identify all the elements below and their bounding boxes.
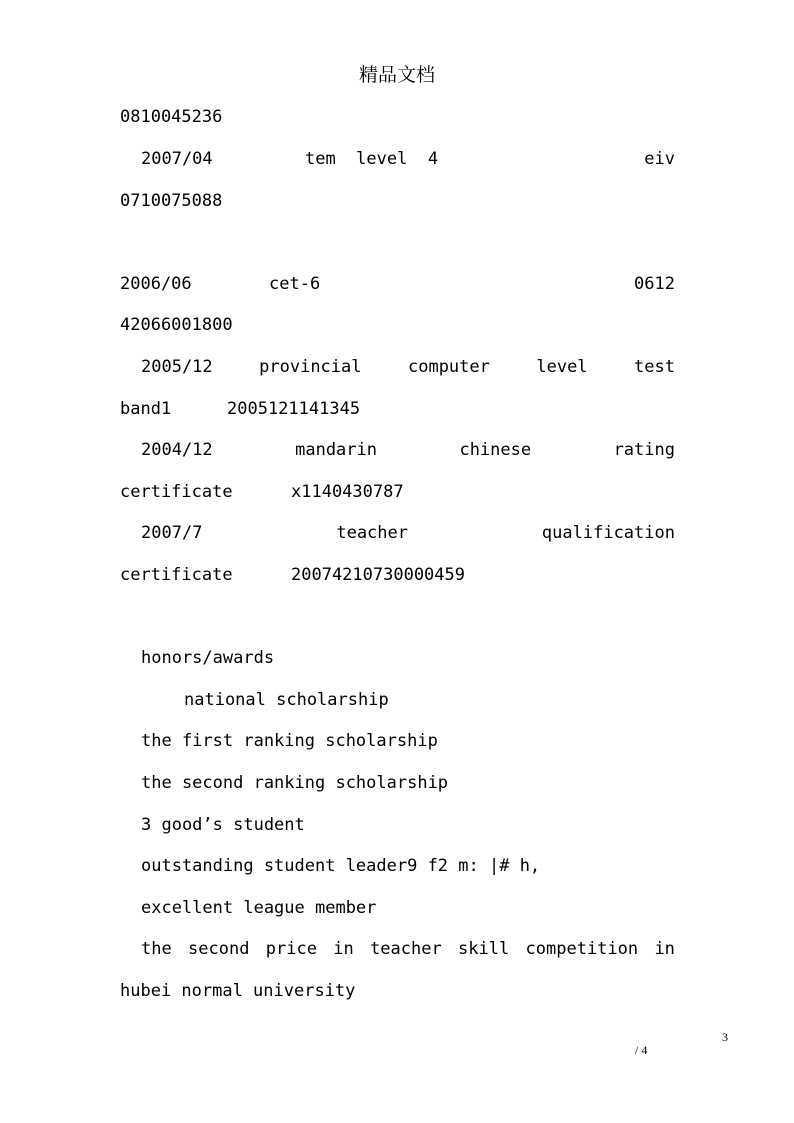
text-line: 42066001800 bbox=[120, 315, 233, 335]
certificate-line bbox=[120, 479, 675, 505]
word: certificate bbox=[120, 565, 233, 585]
text-line: 0710075088 bbox=[120, 191, 223, 211]
certificate-line bbox=[120, 520, 675, 546]
word: in bbox=[333, 939, 354, 959]
certificate-code: 0612 bbox=[634, 274, 675, 294]
word: level bbox=[536, 357, 588, 377]
honor-item: 3 good’s student bbox=[141, 815, 305, 835]
word: teacher bbox=[336, 523, 408, 543]
word: skill bbox=[458, 939, 510, 959]
word: certificate bbox=[120, 482, 233, 502]
certificate-line bbox=[120, 437, 675, 463]
certificate-line bbox=[120, 562, 675, 588]
word: chinese bbox=[459, 440, 532, 460]
certificate-code: 20074210730000459 bbox=[291, 565, 465, 585]
word: mandarin bbox=[295, 440, 377, 460]
page-header-title: 精品文档 bbox=[358, 64, 435, 86]
date: 2007/04 bbox=[141, 149, 213, 169]
honor-item: outstanding student leader9 f2 m: |# h, bbox=[141, 856, 541, 876]
page-total: / 4 bbox=[635, 1043, 648, 1057]
certificate-code: x1140430787 bbox=[291, 482, 404, 502]
word: provincial bbox=[259, 357, 362, 377]
word: price bbox=[265, 939, 317, 959]
certificate-line bbox=[120, 354, 675, 380]
certificate-name: tem level 4 bbox=[305, 149, 439, 169]
honor-item: the first ranking scholarship bbox=[141, 731, 438, 751]
honor-item: the second ranking scholarship bbox=[141, 773, 449, 793]
page-number: 3 bbox=[722, 1030, 728, 1044]
word: competition bbox=[525, 939, 639, 959]
certificate-code: 2005121141345 bbox=[227, 399, 361, 419]
date: 2005/12 bbox=[141, 357, 213, 377]
certificate-line bbox=[120, 271, 675, 297]
date: 2007/7 bbox=[141, 523, 203, 543]
word: rating bbox=[613, 440, 675, 460]
word: in bbox=[654, 939, 675, 959]
word: band1 bbox=[120, 399, 172, 419]
honor-item: national scholarship bbox=[184, 690, 389, 710]
certificate-line bbox=[120, 396, 675, 422]
honor-item: excellent league member bbox=[141, 898, 377, 918]
honor-item-continuation: hubei normal university bbox=[120, 981, 356, 1001]
word: computer bbox=[407, 357, 490, 377]
word: qualification bbox=[541, 523, 675, 543]
honor-item bbox=[120, 936, 675, 962]
certificate-line bbox=[120, 146, 675, 172]
honors-heading: honors/awards bbox=[141, 648, 275, 668]
word: teacher bbox=[370, 939, 442, 959]
word: test bbox=[634, 357, 675, 377]
date: 2006/06 bbox=[120, 274, 192, 294]
text-line: 0810045236 bbox=[120, 107, 223, 127]
certificate-code: eiv bbox=[644, 149, 675, 169]
word: the bbox=[141, 939, 172, 959]
certificate-name: cet-6 bbox=[269, 274, 321, 294]
word: second bbox=[188, 939, 250, 959]
date: 2004/12 bbox=[141, 440, 213, 460]
